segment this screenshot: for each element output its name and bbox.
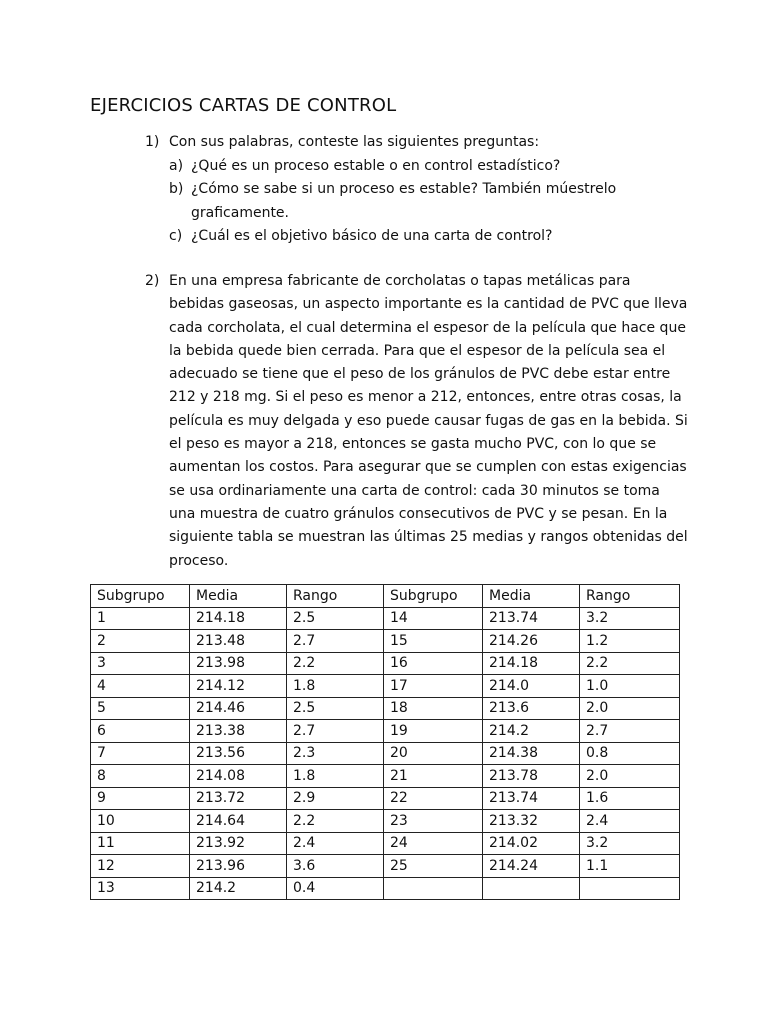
cell-subgrupo: 25 bbox=[384, 855, 483, 878]
question-2-line: aumentan los costos. Para asegurar que se cumplen con estas exigencias bbox=[169, 459, 687, 476]
cell-rango: 2.4 bbox=[287, 832, 384, 855]
cell-media: 213.74 bbox=[483, 607, 580, 630]
question-1a-text: ¿Qué es un proceso estable o en control estadístico? bbox=[191, 157, 561, 174]
table-header-row bbox=[91, 585, 680, 608]
cell-media: 213.56 bbox=[190, 742, 287, 765]
question-2-line: el peso es mayor a 218, entonces se gasta mucho PVC, con lo que se bbox=[169, 436, 657, 453]
header-rango: Rango bbox=[580, 585, 680, 608]
cell-rango: 2.2 bbox=[580, 652, 680, 675]
cell-media: 214.24 bbox=[483, 855, 580, 878]
cell-subgrupo: 24 bbox=[384, 832, 483, 855]
question-2-line: una muestra de cuatro gránulos consecutivos de PVC y se pesan. En la bbox=[169, 505, 668, 522]
cell-rango: 2.5 bbox=[287, 607, 384, 630]
cell-rango: 3.6 bbox=[287, 855, 384, 878]
cell-media: 213.92 bbox=[190, 832, 287, 855]
cell-media: 214.18 bbox=[190, 607, 287, 630]
cell-subgrupo: 3 bbox=[91, 652, 190, 675]
cell-subgrupo: 22 bbox=[384, 787, 483, 810]
cell-rango: 2.0 bbox=[580, 697, 680, 720]
header-rango: Rango bbox=[287, 585, 384, 608]
question-2-line: se usa ordinariamente una carta de control: cada 30 minutos se toma bbox=[169, 482, 660, 499]
cell-rango: 0.4 bbox=[287, 877, 384, 900]
cell-media: 214.38 bbox=[483, 742, 580, 765]
data-table bbox=[90, 584, 680, 900]
cell-subgrupo: 8 bbox=[91, 765, 190, 788]
cell-subgrupo: 21 bbox=[384, 765, 483, 788]
cell-rango: 2.7 bbox=[287, 720, 384, 743]
table-row bbox=[91, 877, 680, 900]
cell-rango bbox=[580, 877, 680, 900]
cell-subgrupo: 4 bbox=[91, 675, 190, 698]
cell-rango: 2.9 bbox=[287, 787, 384, 810]
question-2-line: cada corcholata, el cual determina el espesor de la película que hace que bbox=[169, 319, 686, 336]
cell-subgrupo: 7 bbox=[91, 742, 190, 765]
question-1-number: 1) bbox=[145, 134, 160, 150]
cell-subgrupo bbox=[384, 877, 483, 900]
cell-rango: 0.8 bbox=[580, 742, 680, 765]
cell-subgrupo: 5 bbox=[91, 697, 190, 720]
table-row bbox=[91, 607, 680, 630]
cell-media: 214.26 bbox=[483, 630, 580, 653]
table-row bbox=[91, 675, 680, 698]
cell-rango: 1.1 bbox=[580, 855, 680, 878]
cell-media: 213.32 bbox=[483, 810, 580, 833]
cell-media: 213.6 bbox=[483, 697, 580, 720]
question-1-text: Con sus palabras, conteste las siguientes preguntas: bbox=[169, 134, 540, 150]
cell-subgrupo: 20 bbox=[384, 742, 483, 765]
cell-subgrupo: 2 bbox=[91, 630, 190, 653]
cell-rango: 2.0 bbox=[580, 765, 680, 788]
cell-rango: 2.2 bbox=[287, 810, 384, 833]
question-2-line: bebidas gaseosas, un aspecto importante es la cantidad de PVC que lleva bbox=[169, 296, 688, 313]
cell-media: 214.0 bbox=[483, 675, 580, 698]
question-2-line: adecuado se tiene que el peso de los gránulos de PVC debe estar entre bbox=[169, 366, 671, 383]
cell-subgrupo: 23 bbox=[384, 810, 483, 833]
cell-subgrupo: 1 bbox=[91, 607, 190, 630]
table-row bbox=[91, 765, 680, 788]
cell-media: 214.2 bbox=[190, 877, 287, 900]
cell-rango: 2.7 bbox=[580, 720, 680, 743]
header-media: Media bbox=[190, 585, 287, 608]
cell-media: 213.48 bbox=[190, 630, 287, 653]
cell-media: 213.74 bbox=[483, 787, 580, 810]
cell-rango: 2.5 bbox=[287, 697, 384, 720]
table-row bbox=[91, 855, 680, 878]
cell-subgrupo: 13 bbox=[91, 877, 190, 900]
table-row bbox=[91, 652, 680, 675]
cell-rango: 3.2 bbox=[580, 832, 680, 855]
cell-rango: 1.0 bbox=[580, 675, 680, 698]
cell-rango: 1.2 bbox=[580, 630, 680, 653]
cell-media: 213.96 bbox=[190, 855, 287, 878]
question-2-line: la bebida quede bien cerrada. Para que el espesor de la película sea el bbox=[169, 342, 666, 359]
table-row bbox=[91, 787, 680, 810]
table-row bbox=[91, 697, 680, 720]
cell-rango: 1.8 bbox=[287, 675, 384, 698]
header-subgrupo: Subgrupo bbox=[91, 585, 190, 608]
cell-subgrupo: 6 bbox=[91, 720, 190, 743]
cell-subgrupo: 15 bbox=[384, 630, 483, 653]
question-1b-text-cont: graficamente. bbox=[191, 204, 289, 221]
question-1c bbox=[145, 225, 705, 249]
cell-media: 214.12 bbox=[190, 675, 287, 698]
question-2-line: siguiente tabla se muestran las últimas 25 medias y rangos obtenidas del bbox=[169, 529, 688, 546]
page-title: EJERCICIOS CARTAS DE CONTROL bbox=[90, 95, 397, 116]
cell-media: 214.46 bbox=[190, 697, 287, 720]
cell-subgrupo: 10 bbox=[91, 810, 190, 833]
question-2-line: película es muy delgada y eso puede causar fugas de gas en la bebida. Si bbox=[169, 412, 688, 429]
cell-subgrupo: 17 bbox=[384, 675, 483, 698]
table-row bbox=[91, 742, 680, 765]
cell-media: 214.64 bbox=[190, 810, 287, 833]
question-2-number: 2) bbox=[145, 273, 160, 289]
header-media: Media bbox=[483, 585, 580, 608]
cell-rango: 2.3 bbox=[287, 742, 384, 765]
cell-subgrupo: 12 bbox=[91, 855, 190, 878]
table-row bbox=[91, 720, 680, 743]
cell-media: 214.02 bbox=[483, 832, 580, 855]
table-row bbox=[91, 810, 680, 833]
question-1a-letter: a) bbox=[169, 157, 184, 174]
cell-media: 213.78 bbox=[483, 765, 580, 788]
header-subgrupo: Subgrupo bbox=[384, 585, 483, 608]
cell-rango: 2.2 bbox=[287, 652, 384, 675]
question-1b bbox=[145, 178, 705, 202]
cell-rango: 1.8 bbox=[287, 765, 384, 788]
cell-media bbox=[483, 877, 580, 900]
question-1c-letter: c) bbox=[169, 228, 183, 244]
question-1c-text: ¿Cuál es el objetivo básico de una carta de control? bbox=[191, 228, 553, 244]
cell-rango: 2.7 bbox=[287, 630, 384, 653]
table-row bbox=[91, 630, 680, 653]
question-2 bbox=[145, 270, 705, 573]
question-1a bbox=[145, 155, 705, 179]
cell-subgrupo: 18 bbox=[384, 697, 483, 720]
cell-rango: 3.2 bbox=[580, 607, 680, 630]
cell-media: 213.98 bbox=[190, 652, 287, 675]
question-2-line: 212 y 218 mg. Si el peso es menor a 212, entonces, entre otras cosas, la bbox=[169, 389, 682, 406]
question-2-line bbox=[145, 270, 705, 293]
cell-media: 213.72 bbox=[190, 787, 287, 810]
question-1b-letter: b) bbox=[169, 181, 184, 197]
cell-rango: 2.4 bbox=[580, 810, 680, 833]
question-1b-text: ¿Cómo se sabe si un proceso es estable? También múestrelo bbox=[191, 181, 617, 197]
question-2-text: En una empresa fabricante de corcholatas o tapas metálicas para bbox=[169, 273, 631, 289]
table-row bbox=[91, 832, 680, 855]
cell-subgrupo: 14 bbox=[384, 607, 483, 630]
cell-subgrupo: 9 bbox=[91, 787, 190, 810]
question-1 bbox=[145, 131, 705, 249]
cell-media: 214.2 bbox=[483, 720, 580, 743]
cell-subgrupo: 11 bbox=[91, 832, 190, 855]
cell-subgrupo: 19 bbox=[384, 720, 483, 743]
question-2-line: proceso. bbox=[169, 552, 229, 569]
question-1-intro bbox=[145, 131, 705, 155]
cell-media: 213.38 bbox=[190, 720, 287, 743]
cell-media: 214.08 bbox=[190, 765, 287, 788]
cell-media: 214.18 bbox=[483, 652, 580, 675]
cell-rango: 1.6 bbox=[580, 787, 680, 810]
cell-subgrupo: 16 bbox=[384, 652, 483, 675]
